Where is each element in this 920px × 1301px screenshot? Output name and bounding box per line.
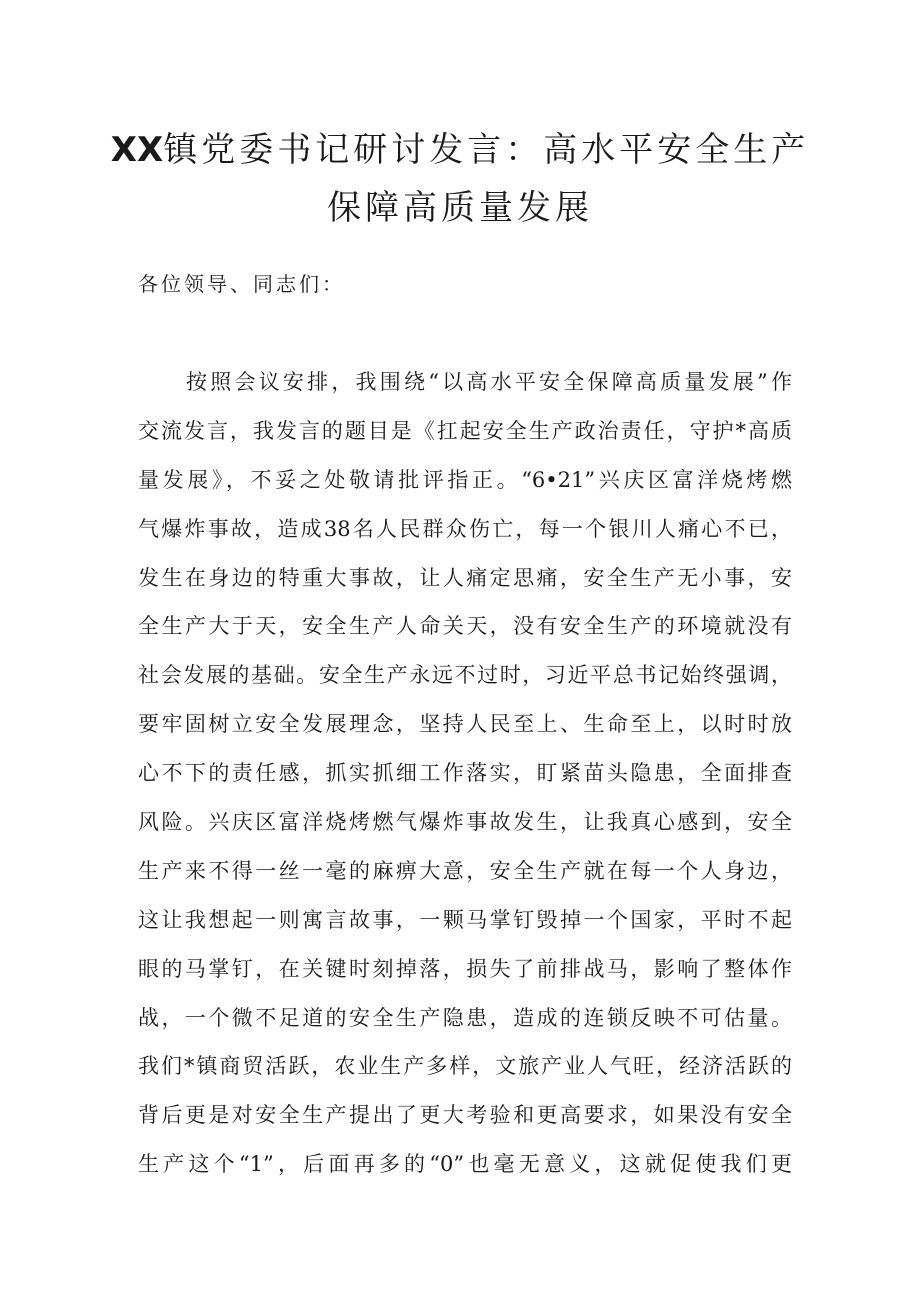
body-line: 交流发言，我发言的题目是《扛起安全生产政治责任，守护*高质 [138,418,792,443]
body-line: 气爆炸事故，造成38名人民群众伤亡，每一个银川人痛心不已， [138,516,792,541]
body-line: 按照会议安排，我围绕“以高水平安全保障高质量发展”作 [186,370,792,394]
body-line: 生产这个“1”，后面再多的“0”也毫无意义，这就促使我们更 [138,1152,792,1177]
body-line: 量发展》，不妥之处敬请批评指正。“6•21”兴庆区富洋烧烤燃 [138,467,792,492]
salutation: 各位领导、同志们： [138,272,345,296]
body-line: 生产来不得一丝一毫的麻痹大意，安全生产就在每一个人身边， [138,858,792,883]
title-prefix: XX [110,130,164,170]
body-line: 全生产大于天，安全生产人命关天，没有安全生产的环境就没有 [138,614,792,639]
body-line: 我们*镇商贸活跃，农业生产多样，文旅产业人气旺，经济活跃的 [138,1054,792,1079]
body-line: 要牢固树立安全发展理念，坚持人民至上、生命至上，以时时放 [138,712,792,737]
body-line: 心不下的责任感，抓实抓细工作落实，盯紧苗头隐患，全面排查 [138,761,792,786]
body-line: 战，一个微不足道的安全生产隐患，造成的连锁反映不可估量。 [138,1005,792,1030]
document-title-line-1 [110,122,810,178]
body-line: 发生在身边的特重大事故，让人痛定思痛，安全生产无小事，安 [138,565,792,590]
body-line: 眼的马掌钉，在关键时刻掉落，损失了前排战马，影响了整体作 [138,956,792,981]
body-line: 风险。兴庆区富洋烧烤燃气爆炸事故发生，让我真心感到，安全 [138,810,792,835]
body-line: 这让我想起一则寓言故事，一颗马掌钉毁掉一个国家，平时不起 [138,907,792,932]
body-paragraph [138,358,792,1189]
title-line-1-text: 镇党委书记研讨发言：高水平安全生产 [163,130,810,170]
body-line: 背后更是对安全生产提出了更大考验和更高要求，如果没有安全 [138,1103,792,1128]
body-line: 社会发展的基础。安全生产永远不过时，习近平总书记始终强调， [138,663,792,688]
document-title-line-2: 保障高质量发展 [327,188,593,228]
